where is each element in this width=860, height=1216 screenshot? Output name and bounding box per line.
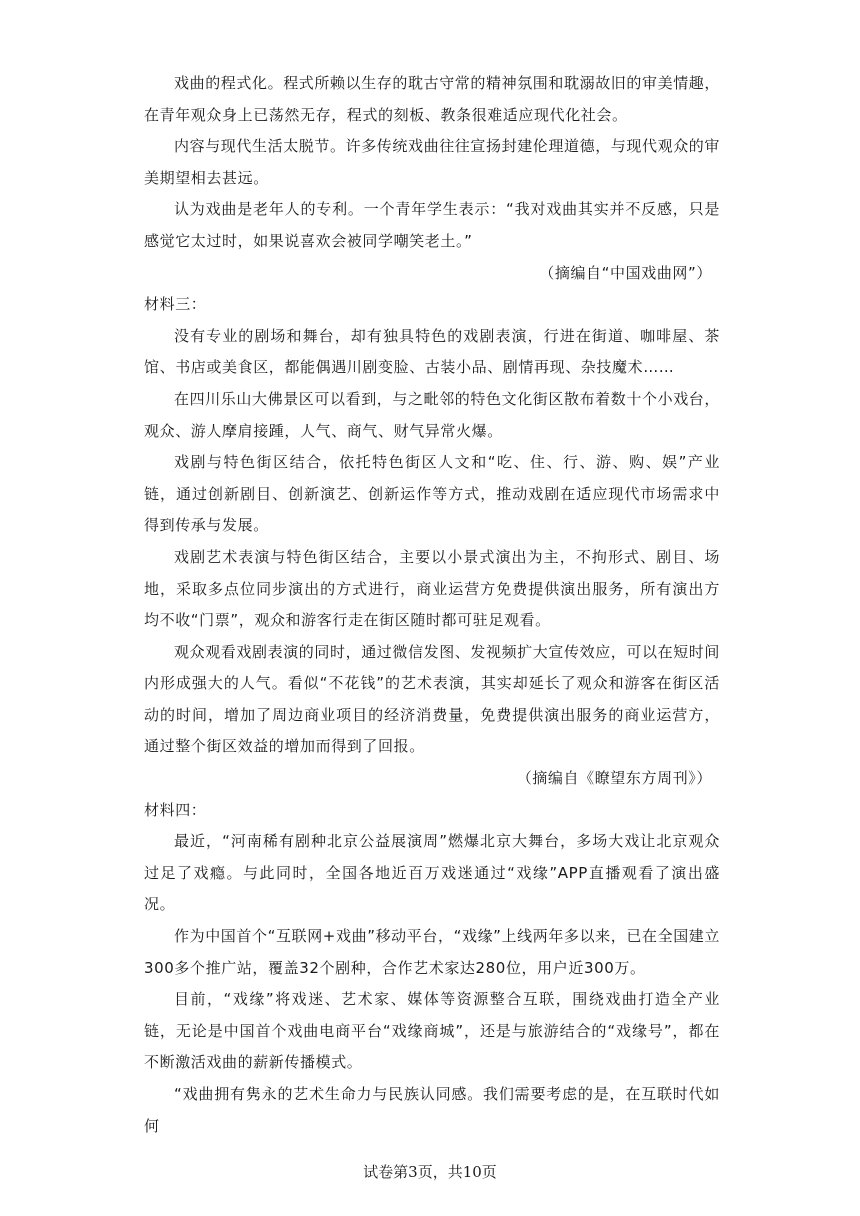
paragraph: 作为中国首个“互联网+戏曲”移动平台，“戏缘”上线两年多以来，已在全国建立300多个推广站，覆盖32个剧种，合作艺术家达280位，用户近300万。 bbox=[144, 927, 720, 977]
paragraph: 戏剧艺术表演与特色街区结合，主要以小景式演出为主，不拘形式、剧目、场地，采取多点位同步演出的方式进行，商业运营方免费提供演出服务，所有演出方均不收“门票”，观众和游客行走在街区随时都可驻足观看。 bbox=[144, 547, 720, 630]
paragraph: 戏剧与特色街区结合，依托特色街区人文和“吃、住、行、游、购、娱”产业链，通过创新剧目、创新演艺、创新运作等方式，推动戏剧在适应现代市场需求中得到传承与发展。 bbox=[144, 453, 720, 535]
article-body bbox=[144, 68, 720, 1142]
source-citation: （摘编自“中国戏曲网”） bbox=[539, 263, 712, 282]
paragraph: 内容与现代生活太脱节。许多传统戏曲往往宣扬封建伦理道德，与现代观众的审美期望相去甚远。 bbox=[144, 137, 721, 187]
paragraph: 没有专业的剧场和舞台，却有独具特色的戏剧表演，行进在街道、咖啡屋、茶馆、书店或美食区，都能偶遇川剧变脸、古装小品、剧情再现、杂技魔术…… bbox=[144, 326, 720, 377]
material-label: 材料三： bbox=[144, 295, 207, 314]
paragraph: 目前，“戏缘”将戏迷、艺术家、媒体等资源整合互联，围绕戏曲打造全产业链，无论是中国首个戏曲电商平台“戏缘商城”，还是与旅游结合的“戏缘号”，都在不断激活戏曲的薪新传播模式。 bbox=[144, 990, 720, 1072]
paragraph: 认为戏曲是老年人的专利。一个青年学生表示：“我对戏曲其实并不反感，只是感觉它太过时，如果说喜欢会被同学嘲笑老土。” bbox=[144, 200, 720, 250]
paragraph: “戏曲拥有隽永的艺术生命力与民族认同感。我们需要考虑的是，在互联时代如何 bbox=[144, 1085, 720, 1135]
paragraph: 戏曲的程式化。程式所赖以生存的耽古守常的精神氛围和耽溺故旧的审美情趣，在青年观众身上已荡然无存，程式的刻板、教条很难适应现代化社会。 bbox=[144, 74, 721, 124]
page-footer: 试卷第3页，共10页 bbox=[363, 1163, 497, 1181]
paragraph: 观众观看戏剧表演的同时，通过微信发图、发视频扩大宣传效应，可以在短时间内形成强大的人气。看似“不花钱”的艺术表演，其实却延长了观众和游客在街区活动的时间，增加了周边商业项目的经济消费量，免费提供演出服务的商业运营方，通过整个街区效益的增加而得到了回报。 bbox=[144, 642, 721, 756]
paragraph: 最近，“河南稀有剧种北京公益展演周”燃爆北京大舞台，多场大戏让北京观众过足了戏瘾。与此同时，全国各地近百万戏迷通过“戏缘”APP直播观看了演出盛况。 bbox=[144, 832, 720, 914]
source-citation: （摘编自《瞭望东方周刊》） bbox=[516, 769, 712, 788]
paragraph: 在四川乐山大佛景区可以看到，与之毗邻的特色文化街区散布着数十个小戏台，观众、游人摩肩接踵，人气、商气、财气异常火爆。 bbox=[144, 389, 721, 440]
material-label: 材料四： bbox=[144, 800, 207, 819]
